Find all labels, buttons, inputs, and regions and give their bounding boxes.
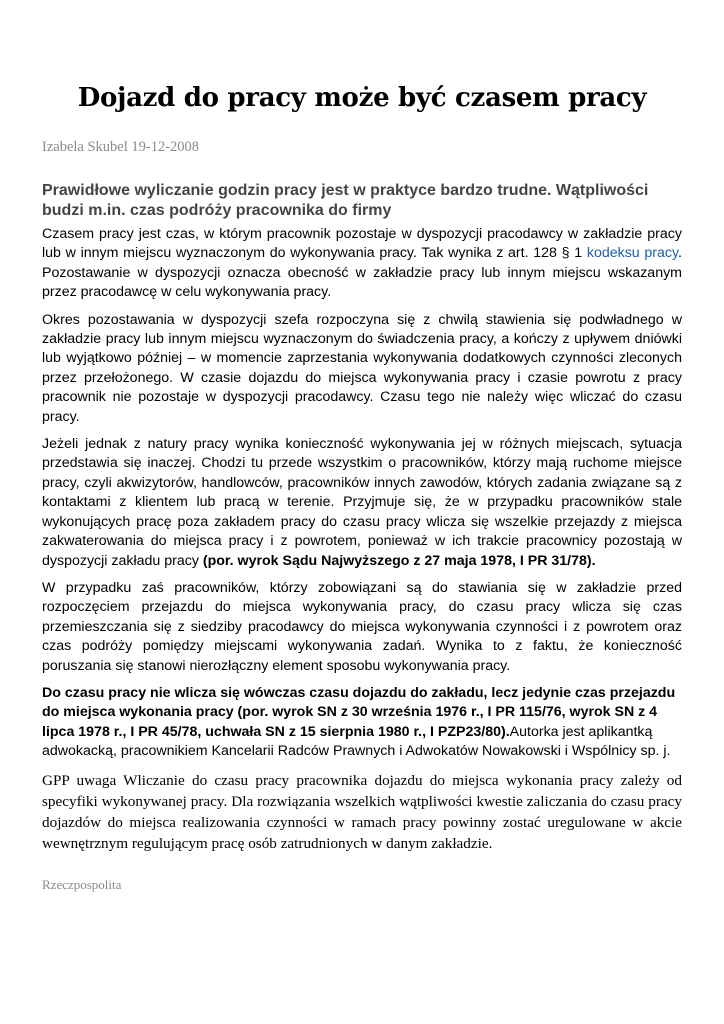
kodeks-pracy-link[interactable]: kodeksu pracy	[586, 245, 679, 262]
article-title: Dojazd do pracy może być czasem pracy	[77, 83, 647, 113]
paragraph-1-text: Czasem pracy jest czas, w którym pracownik pozostaje w dyspozycji pracodawcy w zakładzie pracy lub w innym miejscu wyznaczonym do wykonywania pracy. Tak wynika z art. 128 § 1	[42, 226, 682, 262]
source-label: Rzeczpospolita	[42, 877, 122, 892]
paragraph-3	[42, 435, 682, 571]
gpp-note: GPP uwaga Wliczanie do czasu pracy pracownika dojazdu do miejsca wykonania pracy zależy od specyfiki wykonywanej pracy. Dla rozwiązania wszelkich wątpliwości kwestie zaliczania do czasu pracy dojazdów do miejsca realizowania czynności w ramach pracy powinny zostać uregulowane w akcie wewnętrznym regulującym pracę osób zatrudnionych w danym zakładzie.	[42, 772, 682, 852]
paragraph-2: Okres pozostawania w dyspozycji szefa rozpoczyna się z chwilą stawienia się podwładnego w zakładzie pracy lub innym miejscu wyznaczonym do świadczenia pracy, a kończy z upływem dniówki lub wyjątkowo później – w momencie zaprzestania wykonywania dodatkowych czynności zleconych przez przełożonego. W czasie dojazdu do miejsca wykonywania pracy i czasie powrotu z pracy pracownik nie pozostaje w dyspozycji pracodawcy. Czasu tego nie należy więc wliczać do czasu pracy.	[42, 311, 682, 425]
paragraph-3-text: Jeżeli jednak z natury pracy wynika konieczność wykonywania jej w różnych miejscach, sytuacja przedstawia się inaczej. Chodzi tu przede wszystkim o pracowników, którzy mają ruchome miejsce pracy, czyli akwizytorów, handlowców, pracowników innych zawodów, których zadania związane są z kontaktami z klientem lub pracą w terenie. Przyjmuje się, że w przypadku pracowników stale wykonujących pracę poza zakładem pracy do czasu pracy wlicza się wszelkie przejazdy z miejsca zakwaterowania do miejsca pracy i z powrotem, ponieważ w ich trakcie pracownicy pozostają w dyspozycji zakładu pracy	[42, 436, 682, 569]
paragraph-5-bold: Do czasu pracy nie wlicza się wówczas czasu dojazdu do zakładu, lecz jedynie czas przejazdu do miejsca wykonania pracy (por. wyrok SN z 30 września 1976 r., I PR 115/76, wyrok SN z 4 lipca 1978 r., I PR 45/78, uchwała SN z 15 sierpnia 1980 r., I PZP23/80).	[42, 684, 676, 740]
article-lead: Prawidłowe wyliczanie godzin pracy jest w praktyce bardzo trudne. Wątpliwości budzi m.in. czas podróży pracownika do firmy	[42, 182, 649, 219]
author-note: Autorka jest aplikantką adwokacką, pracownikiem Kancelarii Radców Prawnych i Adwokatów Nowakowski i Wspólnicy sp. j.	[42, 723, 671, 760]
paragraph-1	[42, 225, 682, 303]
paragraph-1-text-end: . Pozostawanie w dyspozycji oznacza obecność w zakładzie pracy lub innym miejscu wskazanym przez pracodawcę w celu wykonywania pracy.	[42, 245, 682, 301]
paragraph-3-citation: (por. wyrok Sądu Najwyższego z 27 maja 1978, I PR 31/78).	[202, 552, 596, 569]
paragraph-5	[42, 684, 682, 762]
author-date: Izabela Skubel 19-12-2008	[42, 139, 200, 155]
paragraph-4: W przypadku zaś pracowników, którzy zobowiązani są do stawiania się w zakładzie przed rozpoczęciem przejazdu do miejsca wykonywania pracy, do czasu pracy wlicza się czas przemieszczania się z siedziby pracodawcy do miejsca wykonywania czynności i z powrotem oraz czas podróży pomiędzy miejscami wykonywania zadań. Wynika to z faktu, że konieczność poruszania się stanowi nierozłączny element sposobu wykonywania pracy.	[42, 579, 682, 674]
article-body	[42, 225, 682, 770]
